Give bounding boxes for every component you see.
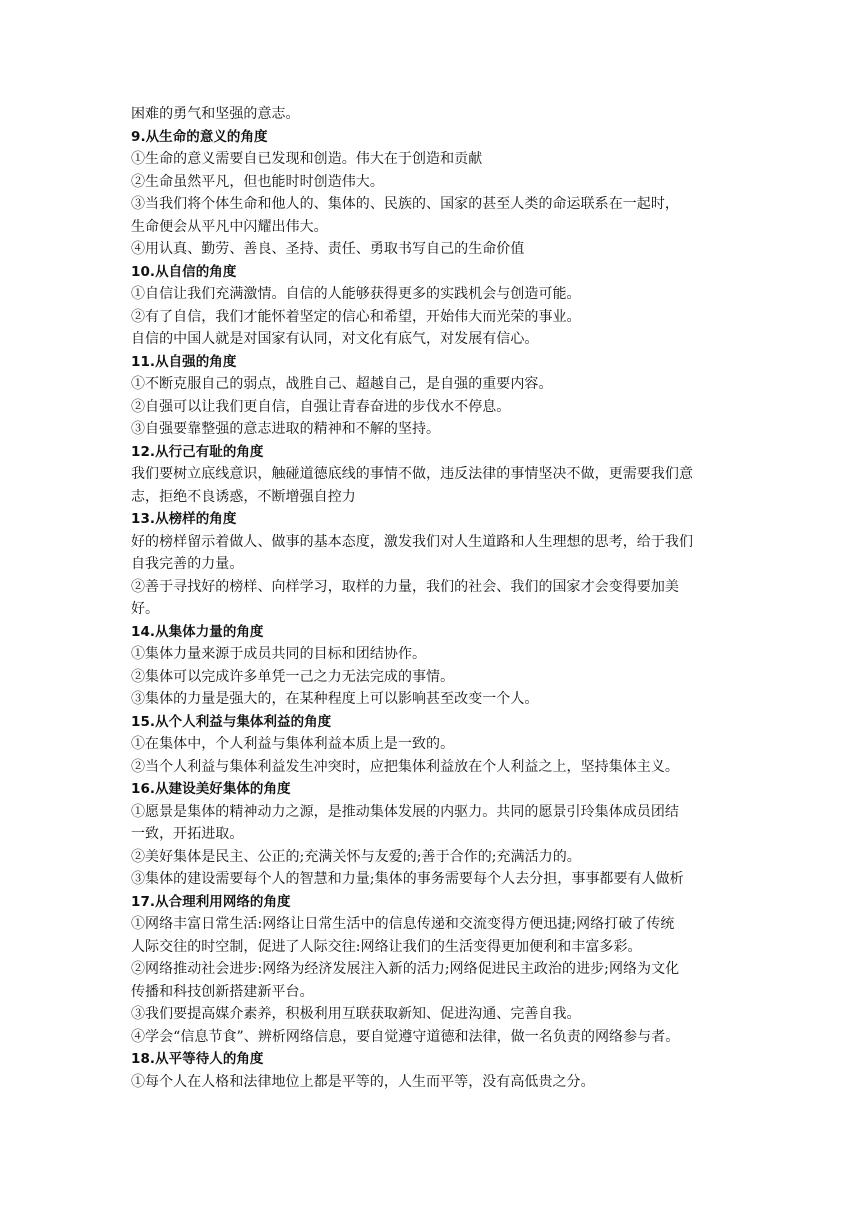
text-line: ①自信让我们充满激情。自信的人能够获得更多的实践机会与创造可能。 [131, 286, 581, 302]
text-line: ④用认真、勤劳、善良、圣持、责任、勇取书写自己的生命价值 [131, 241, 525, 257]
section-heading: 17.从合理利用网络的角度 [131, 893, 291, 910]
text-line: ②生命虽然平凡，但也能时时创造伟大。 [131, 173, 384, 190]
text-line: ④学会“信息节食”、辨析网络信息，要自觉遵守道德和法律，做一名负责的网络参与者。 [131, 1028, 680, 1045]
section-heading: 16.从建设美好集体的角度 [131, 781, 291, 797]
text-line: ①集体力量来源于成员共同的目标和团结协作。 [131, 646, 427, 662]
section-heading: 15.从个人利益与集体利益的角度 [131, 713, 332, 730]
document-body [131, 103, 731, 1093]
section-heading: 9.从生命的意义的角度 [131, 128, 268, 145]
text-line: 我们要树立底线意识，触碰道德底线的事情不做，违反法律的事情坚决不做，更需要我们意 [131, 466, 693, 482]
text-line: ②自强可以让我们更自信，自强让青春奋进的步伐水不停息。 [131, 398, 511, 415]
text-line: 困难的勇气和坚强的意志。 [131, 106, 300, 122]
text-line: 好的榜样留示着做人、做事的基本态度，激发我们对人生道路和人生理想的思考，给于我们 [131, 533, 693, 550]
section-heading: 14.从集体力量的角度 [131, 623, 264, 640]
text-line: ①在集体中，个人利益与集体利益本质上是一致的。 [131, 736, 455, 752]
text-line: 生命便会从平凡中闪耀出伟大。 [131, 218, 328, 235]
text-line: ③当我们将个体生命和他人的、集体的、民族的、国家的甚至人类的命运联系在一起时， [131, 196, 679, 212]
text-line: ②美好集体是民主、公正的;充满关怀与友爱的;善于合作的;充满活力的。 [131, 848, 581, 865]
section-heading: 18.从平等待人的角度 [131, 1051, 264, 1067]
text-line: ②有了自信，我们才能怀着坚定的信心和希望，开始伟大而光荣的事业。 [131, 308, 581, 325]
text-line: ①不断克服自己的弱点，战胜自己、超越自己，是自强的重要内容。 [131, 376, 553, 392]
text-line: 好。 [131, 601, 160, 617]
section-heading: 13.从榜样的角度 [131, 511, 237, 527]
text-line: 志，拒绝不良诱惑，不断增强自控力 [131, 488, 356, 505]
text-line: ①网络丰富日常生活:网络让日常生活中的信息传递和交流变得方便迅捷;网络打破了传统 [131, 916, 675, 932]
text-line: ①生命的意义需要自已发现和创造。伟大在于创造和贡献 [131, 151, 483, 167]
text-line: 人际交往的时空制，促进了人际交往:网络让我们的生活变得更加便利和丰富多彩。 [131, 938, 642, 955]
text-line: ③集体的力量是强大的，在某种程度上可以影响甚至改变一个人。 [131, 691, 539, 707]
text-line: ①每个人在人格和法律地位上都是平等的，人生而平等，没有高低贵之分。 [131, 1073, 595, 1090]
text-line: 一致，开拓进取。 [131, 826, 244, 842]
text-line: ③集体的建设需要每个人的智慧和力量;集体的事务需要每个人去分担，事事都要有人做析 [131, 871, 684, 887]
text-line: ②集体可以完成许多单凭一己之力无法完成的事情。 [131, 668, 455, 685]
text-line: ②当个人利益与集体利益发生冲突时，应把集体利益放在个人利益之上，坚持集体主义。 [131, 758, 679, 775]
text-line: 传播和科技创新搭建新平台。 [131, 983, 314, 1000]
text-line: 自我完善的力量。 [131, 556, 244, 572]
section-heading: 12.从行己有耻的角度 [131, 443, 264, 460]
text-line: ②善于寻找好的榜样、向样学习，取样的力量，我们的社会、我们的国家才会变得要加美 [131, 578, 679, 595]
text-line: ①愿景是集体的精神动力之源，是推动集体发展的内驱力。共同的愿景引玲集体成员团结 [131, 803, 679, 820]
text-line: ③自强要靠整强的意志进取的精神和不解的坚持。 [131, 421, 441, 437]
text-line: ③我们要提高媒介素养，积极利用互联获取新知、促进沟通、完善自我。 [131, 1006, 581, 1022]
text-line: 自信的中国人就是对国家有认同，对文化有底气，对发展有信心。 [131, 331, 539, 347]
section-heading: 11.从自强的角度 [131, 353, 237, 370]
text-line: ②网络推动社会进步:网络为经济发展注入新的活力;网络促进民主政治的进步;网络为文化 [131, 961, 680, 977]
section-heading: 10.从自信的角度 [131, 263, 237, 280]
